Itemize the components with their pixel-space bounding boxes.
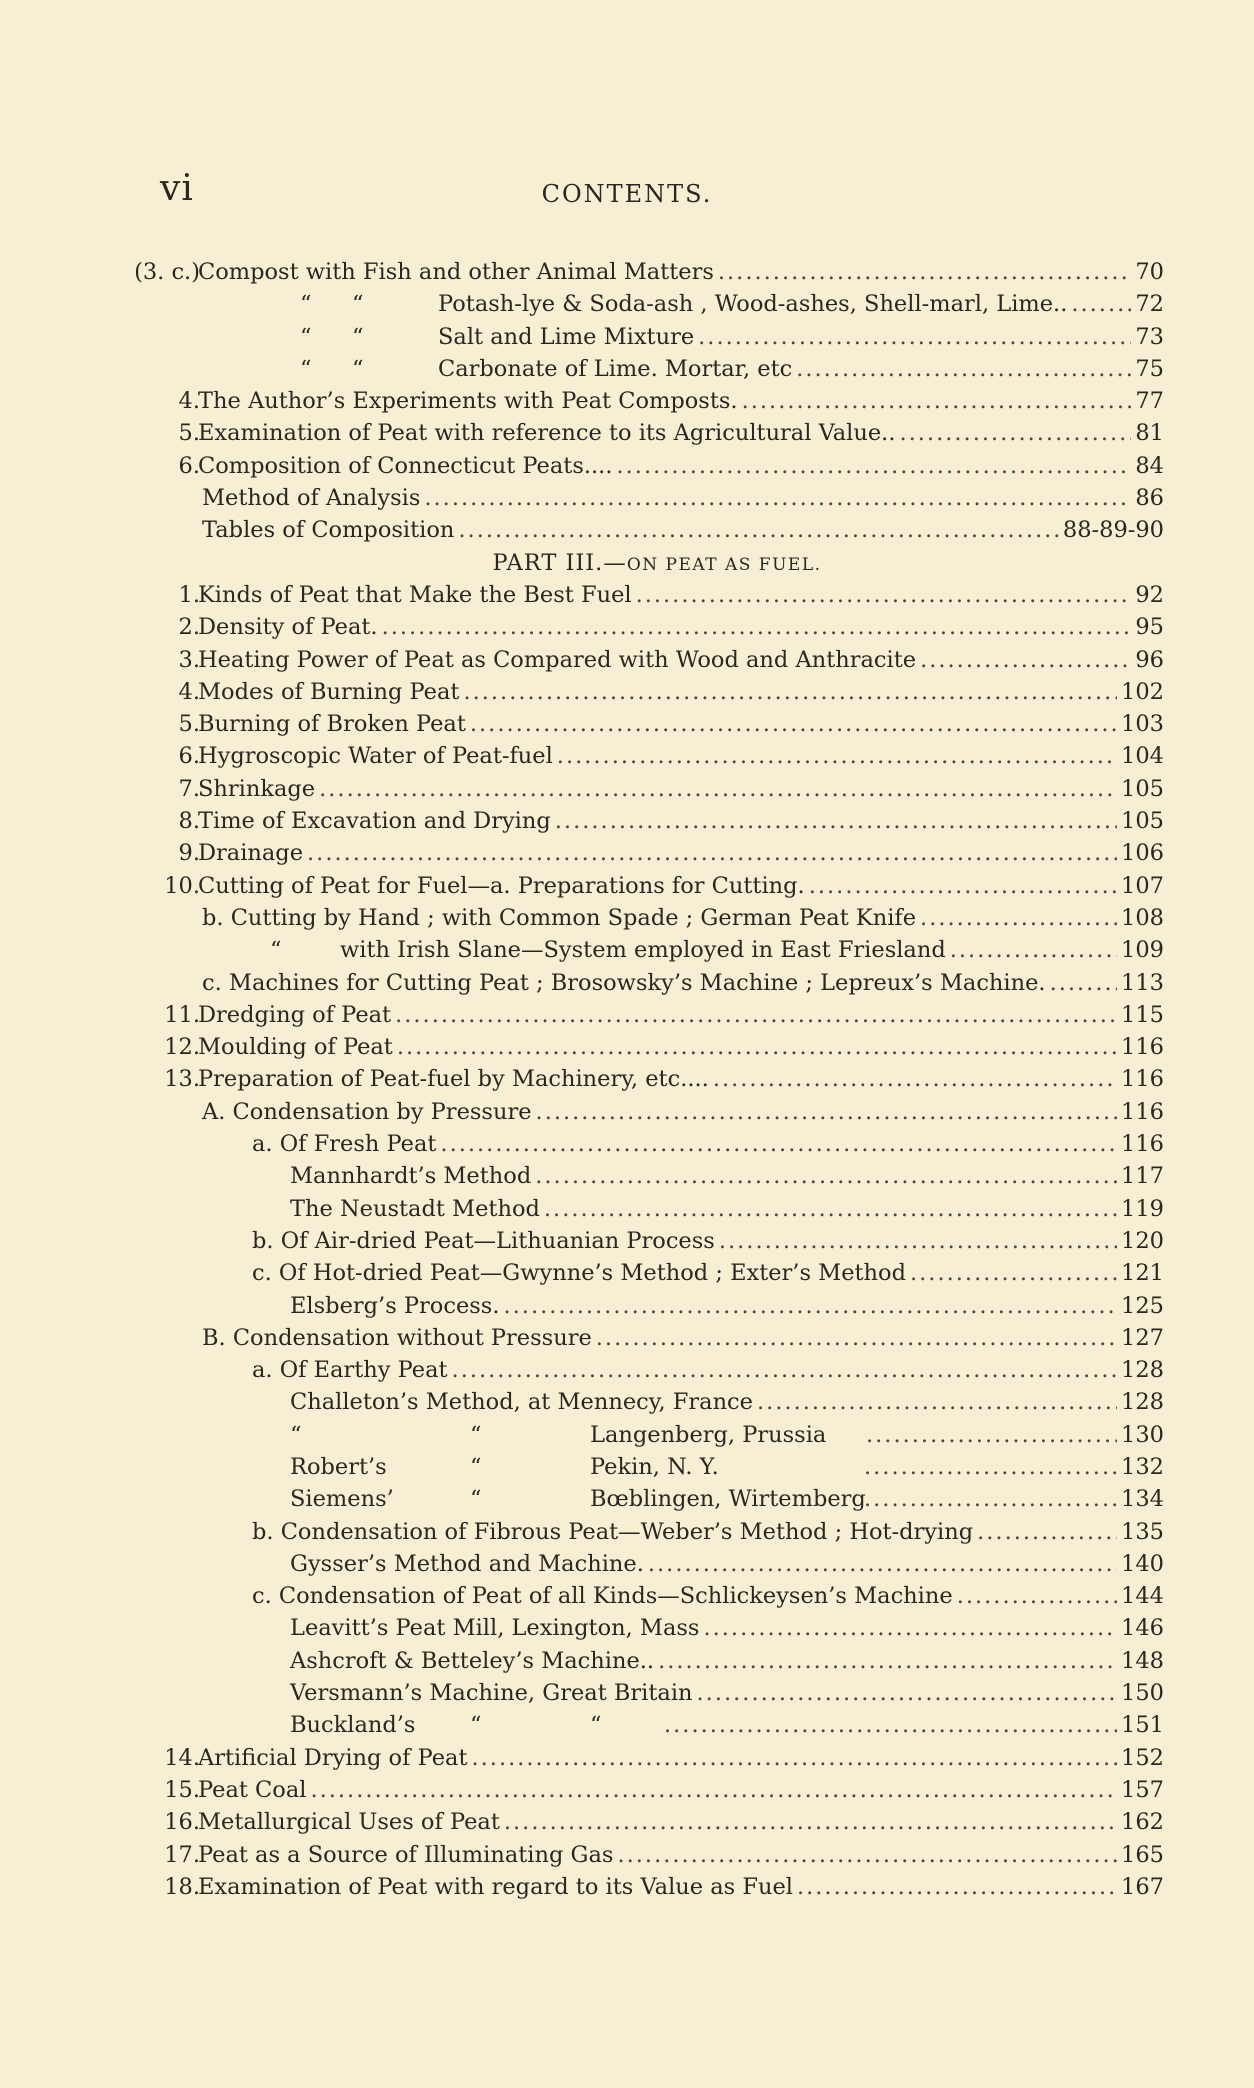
entry-page-number: 116: [1121, 1131, 1164, 1158]
entry-number: 10.: [164, 872, 200, 899]
toc-entry: [0, 870, 1254, 902]
entry-title: Preparation of Peat-fuel by Machinery, etc....: [198, 1066, 709, 1093]
entry-title: A. Condensation by Pressure: [202, 1098, 532, 1125]
dot-leader: [463, 676, 1117, 708]
toc-entry: [0, 1774, 1254, 1806]
ditto-mark: “: [300, 355, 312, 382]
entry-page-number: 167: [1121, 1873, 1164, 1900]
toc-entry: [0, 1193, 1254, 1225]
entry-row: [252, 1354, 1164, 1386]
toc-entry: [0, 256, 1254, 288]
dot-leader: [555, 805, 1117, 837]
entry-number: 3.: [178, 646, 200, 673]
dot-leader: [596, 1322, 1117, 1354]
dot-leader: [703, 1612, 1117, 1644]
entry-page-number: 119: [1121, 1195, 1164, 1222]
entry-column: “: [470, 1712, 482, 1739]
entry-title: b. Of Air-dried Peat—Lithuanian Process: [252, 1227, 715, 1254]
entry-row: [198, 1063, 1164, 1095]
entry-title: Challeton’s Method, at Mennecy, France: [290, 1389, 753, 1416]
entry-number: 2.: [178, 614, 200, 641]
toc-entry: [0, 1871, 1254, 1903]
entry-row: [202, 1096, 1164, 1128]
entry-number: 8.: [178, 808, 200, 835]
entry-number: 13.: [164, 1066, 200, 1093]
entry-page-number: 116: [1121, 1034, 1164, 1061]
entry-page-number: 125: [1121, 1292, 1164, 1319]
entry-row: [252, 1128, 1164, 1160]
entry-number: 15.: [164, 1776, 200, 1803]
dot-leader: [557, 740, 1117, 772]
entry-row: [198, 1806, 1164, 1838]
table-of-contents: [0, 256, 1254, 1903]
toc-entry: [0, 1290, 1254, 1322]
dot-leader: [866, 1419, 1117, 1451]
ditto-mark: “: [352, 291, 364, 318]
entry-row: [198, 676, 1164, 708]
entry-row: [202, 967, 1164, 999]
dot-leader: [742, 385, 1132, 417]
entry-page-number: 108: [1121, 904, 1164, 931]
entry-title: a. Of Earthy Peat: [252, 1357, 448, 1384]
entry-row: [252, 1516, 1164, 1548]
toc-entry: [0, 902, 1254, 934]
ditto-mark: “: [352, 355, 364, 382]
ditto-mark: “: [300, 291, 312, 318]
dot-leader: [535, 1160, 1117, 1192]
dot-leader: [920, 644, 1131, 676]
entry-row: [290, 1677, 1164, 1709]
dot-leader: [536, 1096, 1118, 1128]
entry-row: [290, 1386, 1164, 1418]
toc-entry: [0, 1354, 1254, 1386]
dot-leader: [910, 1257, 1117, 1289]
dot-leader: [658, 1645, 1117, 1677]
ditto-mark: “: [352, 323, 364, 350]
toc-entry: [0, 1128, 1254, 1160]
entry-column: “: [470, 1421, 482, 1448]
entry-column: Robert’s: [290, 1453, 387, 1480]
entry-page-number: 84: [1135, 452, 1164, 479]
entry-number: 17.: [164, 1841, 200, 1868]
entry-title: c. Machines for Cutting Peat ; Brosowsky’s Machine ; Lepreux’s Machine.: [202, 969, 1046, 996]
toc-entry: [0, 417, 1254, 449]
toc-entry: [0, 1742, 1254, 1774]
toc-entry: [0, 579, 1254, 611]
entry-row: [202, 902, 1164, 934]
entry-page-number: 127: [1121, 1324, 1164, 1351]
dot-leader: [1071, 288, 1131, 320]
entry-title: c. Condensation of Peat of all Kinds—Schlickeysen’s Machine: [252, 1583, 953, 1610]
page-folio: vi: [160, 168, 194, 209]
entry-number: 5.: [178, 711, 200, 738]
entry-title: a. Of Fresh Peat: [252, 1131, 437, 1158]
entry-title: Dredging of Peat: [198, 1001, 392, 1028]
entry-page-number: 113: [1121, 969, 1164, 996]
entry-page-number: 130: [1121, 1421, 1164, 1448]
toc-entry: [0, 611, 1254, 643]
toc-entry: [0, 1677, 1254, 1709]
entry-number: 7.: [178, 775, 200, 802]
entry-number: 6.: [178, 743, 200, 770]
toc-entry: [0, 1516, 1254, 1548]
entry-page-number: 116: [1121, 1098, 1164, 1125]
toc-entry: [0, 1548, 1254, 1580]
entry-title: Tables of Composition: [202, 517, 455, 544]
dot-leader: [397, 1031, 1117, 1063]
entry-row: [290, 1193, 1164, 1225]
entry-row: [252, 1225, 1164, 1257]
ditto-mark: “: [300, 323, 312, 350]
entry-row: [198, 1839, 1164, 1871]
entry-row: [438, 353, 1164, 385]
entry-title: The Neustadt Method: [290, 1195, 540, 1222]
toc-entry: [0, 805, 1254, 837]
entry-title: with Irish Slane—System employed in East Friesland: [340, 937, 946, 964]
toc-entry: [0, 1386, 1254, 1418]
entry-row: [252, 1580, 1164, 1612]
entry-title: Drainage: [198, 840, 304, 867]
toc-entry: [0, 773, 1254, 805]
dot-leader: [796, 353, 1131, 385]
toc-entry: [0, 934, 1254, 966]
entry-row: [198, 256, 1164, 288]
dot-leader: [697, 1677, 1118, 1709]
entry-row: [198, 708, 1164, 740]
entry-title: Examination of Peat with regard to its Value as Fuel: [198, 1873, 793, 1900]
toc-entry: [0, 1483, 1254, 1515]
entry-number: (3. c.): [134, 259, 200, 285]
entry-row: [202, 514, 1164, 546]
toc-entry: [0, 1063, 1254, 1095]
entry-title: Heating Power of Peat as Compared with Wood and Anthracite: [198, 646, 917, 673]
entry-title: Gysser’s Method and Machine.: [290, 1550, 644, 1577]
part-title: ON PEAT AS FUEL.: [626, 554, 822, 575]
toc-entry: [0, 1839, 1254, 1871]
part-label: PART III.—: [492, 549, 627, 576]
entry-row: [438, 321, 1164, 353]
entry-column: “: [470, 1486, 482, 1513]
entry-column: “: [290, 1421, 302, 1448]
entry-page-number: 107: [1121, 872, 1164, 899]
entry-title: b. Condensation of Fibrous Peat—Weber’s Method ; Hot-drying: [252, 1518, 974, 1545]
entry-title: Elsberg’s Process.: [290, 1292, 500, 1319]
entry-page-number: 105: [1121, 808, 1164, 835]
dot-leader: [504, 1806, 1117, 1838]
toc-entry: [0, 450, 1254, 482]
entry-row: [198, 999, 1164, 1031]
entry-number: 4.: [178, 678, 200, 705]
entry-title: Ashcroft & Betteley’s Machine..: [290, 1647, 655, 1674]
entry-page-number: 135: [1121, 1518, 1164, 1545]
entry-number: 14.: [164, 1744, 200, 1771]
entry-page-number: 88-89-90: [1062, 517, 1164, 544]
entry-number: 12.: [164, 1034, 200, 1061]
entry-title: Method of Analysis: [202, 485, 421, 512]
dot-leader: [757, 1386, 1117, 1418]
part-heading: [0, 547, 1254, 579]
toc-entry: [0, 676, 1254, 708]
entry-title: Artificial Drying of Peat: [198, 1744, 468, 1771]
entry-page-number: 95: [1135, 614, 1164, 641]
toc-entry: [0, 837, 1254, 869]
entry-title: Potash-lye & Soda-ash , Wood-ashes, Shell-marl, Lime..: [438, 291, 1068, 318]
entry-column: Langenberg, Prussia: [590, 1421, 827, 1448]
dot-leader: [504, 1290, 1118, 1322]
entry-title: Density of Peat.: [198, 614, 378, 641]
entry-page-number: 132: [1121, 1453, 1164, 1480]
entry-row: [198, 1742, 1164, 1774]
entry-row: [198, 450, 1164, 482]
entry-title: Salt and Lime Mixture: [438, 323, 695, 350]
entry-column: Buckland’s: [290, 1712, 416, 1739]
toc-entry: [0, 1580, 1254, 1612]
toc-entry: [0, 1612, 1254, 1644]
entry-row: [290, 1290, 1164, 1322]
entry-page-number: 116: [1121, 1066, 1164, 1093]
entry-title: Burning of Broken Peat: [198, 711, 466, 738]
entry-number: 16.: [164, 1809, 200, 1836]
dot-leader: [544, 1193, 1117, 1225]
entry-page-number: 104: [1121, 743, 1164, 770]
entry-page-number: 151: [1121, 1712, 1164, 1739]
toc-entry: [0, 708, 1254, 740]
dot-leader: [470, 708, 1117, 740]
entry-number: 9.: [178, 840, 200, 867]
entry-page-number: 73: [1135, 323, 1164, 350]
entry-row: [198, 579, 1164, 611]
toc-entry: [0, 288, 1254, 320]
entry-number: 11.: [164, 1001, 200, 1028]
dot-leader: [977, 1516, 1117, 1548]
entry-row: [198, 773, 1164, 805]
dot-leader: [698, 321, 1131, 353]
entry-row: [202, 1322, 1164, 1354]
entry-page-number: 109: [1121, 937, 1164, 964]
entry-row: [290, 1645, 1164, 1677]
entry-number: 4.: [178, 388, 200, 415]
toc-entry: [0, 740, 1254, 772]
entry-title: Mannhardt’s Method: [290, 1163, 532, 1190]
entry-row: [198, 837, 1164, 869]
dot-leader: [395, 999, 1117, 1031]
dot-leader: [319, 773, 1117, 805]
dot-leader: [719, 1225, 1117, 1257]
entry-row: [438, 288, 1164, 320]
toc-entry: [0, 1806, 1254, 1838]
entry-title: B. Condensation without Pressure: [202, 1324, 592, 1351]
entry-page-number: 148: [1121, 1647, 1164, 1674]
entry-title: b. Cutting by Hand ; with Common Spade ; German Peat Knife: [202, 904, 917, 931]
toc-entry: [0, 644, 1254, 676]
dot-leader: [648, 1548, 1117, 1580]
entry-title: Examination of Peat with reference to its Agricultural Value..: [198, 420, 896, 447]
toc-entry: [0, 1257, 1254, 1289]
entry-page-number: 102: [1121, 678, 1164, 705]
entry-page-number: 134: [1121, 1486, 1164, 1513]
entry-row: [198, 1871, 1164, 1903]
dot-leader: [864, 1483, 1117, 1515]
toc-entry: [0, 1225, 1254, 1257]
entry-column: Bœblingen, Wirtemberg: [590, 1486, 866, 1513]
dot-leader: [713, 1063, 1117, 1095]
toc-entry: [0, 999, 1254, 1031]
entry-row: [202, 482, 1164, 514]
entry-page-number: 96: [1135, 646, 1164, 673]
entry-title: Time of Excavation and Drying: [198, 808, 551, 835]
dot-leader: [617, 1839, 1117, 1871]
entry-row: [290, 1612, 1164, 1644]
entry-page-number: 146: [1121, 1615, 1164, 1642]
entry-row: [862, 1419, 1164, 1451]
dot-leader: [718, 256, 1131, 288]
entry-page-number: 120: [1121, 1227, 1164, 1254]
entry-page-number: 140: [1121, 1550, 1164, 1577]
entry-page-number: 162: [1121, 1809, 1164, 1836]
entry-row: [290, 1548, 1164, 1580]
entry-page-number: 81: [1135, 420, 1164, 447]
toc-entry: [0, 1709, 1254, 1741]
entry-title: Carbonate of Lime. Mortar, etc: [438, 355, 793, 382]
entry-title: Leavitt’s Peat Mill, Lexington, Mass: [290, 1615, 700, 1642]
entry-page-number: 157: [1121, 1776, 1164, 1803]
running-head: CONTENTS.: [541, 180, 713, 208]
entry-page-number: 128: [1121, 1389, 1164, 1416]
entry-title: Peat as a Source of Illuminating Gas: [198, 1841, 614, 1868]
toc-entry: [0, 482, 1254, 514]
entry-page-number: 121: [1121, 1260, 1164, 1287]
dot-leader: [957, 1580, 1117, 1612]
dot-leader: [797, 1871, 1117, 1903]
entry-page-number: 86: [1135, 485, 1164, 512]
dot-leader: [440, 1128, 1117, 1160]
entry-row: [198, 644, 1164, 676]
entry-row: [198, 1031, 1164, 1063]
toc-entry: [0, 514, 1254, 546]
entry-page-number: 128: [1121, 1357, 1164, 1384]
entry-page-number: 144: [1121, 1583, 1164, 1610]
dot-leader: [452, 1354, 1118, 1386]
entry-column: “: [470, 1453, 482, 1480]
entry-row: [198, 385, 1164, 417]
entry-page-number: 75: [1135, 355, 1164, 382]
entry-row: [660, 1709, 1164, 1741]
toc-section-part3: [0, 579, 1254, 1903]
dot-leader: [899, 417, 1131, 449]
dot-leader: [616, 450, 1131, 482]
entry-row: [198, 740, 1164, 772]
entry-page-number: 150: [1121, 1680, 1164, 1707]
toc-entry: [0, 321, 1254, 353]
entry-title: Peat Coal: [198, 1776, 307, 1803]
entry-row: [198, 805, 1164, 837]
dot-leader: [1050, 967, 1117, 999]
entry-number: 1.: [178, 581, 200, 608]
entry-title: Composition of Connecticut Peats....: [198, 452, 613, 479]
entry-title: Kinds of Peat that Make the Best Fuel: [198, 581, 632, 608]
entry-title: The Author’s Experiments with Peat Composts.: [198, 388, 738, 415]
entry-page-number: 115: [1121, 1001, 1164, 1028]
ditto-mark: “: [270, 937, 282, 964]
entry-page-number: 70: [1135, 259, 1164, 285]
dot-leader: [864, 1451, 1117, 1483]
entry-row: [198, 870, 1164, 902]
entry-title: Cutting of Peat for Fuel—a. Preparations for Cutting.: [198, 872, 805, 899]
entry-row: [860, 1483, 1164, 1515]
dot-leader: [310, 1774, 1117, 1806]
toc-entry: [0, 1322, 1254, 1354]
entry-row: [198, 611, 1164, 643]
entry-title: Modes of Burning Peat: [198, 678, 460, 705]
entry-page-number: 105: [1121, 775, 1164, 802]
dot-leader: [307, 837, 1117, 869]
entry-title: Metallurgical Uses of Peat: [198, 1809, 500, 1836]
entry-number: 5.: [178, 420, 200, 447]
toc-entry: [0, 967, 1254, 999]
dot-leader: [382, 611, 1132, 643]
dot-leader: [950, 934, 1117, 966]
entry-page-number: 165: [1121, 1841, 1164, 1868]
dot-leader: [636, 579, 1132, 611]
entry-title: Moulding of Peat: [198, 1034, 393, 1061]
entry-page-number: 77: [1135, 388, 1164, 415]
entry-row: [198, 1774, 1164, 1806]
entry-title: Versmann’s Machine, Great Britain: [290, 1680, 693, 1707]
entry-number: 18.: [164, 1873, 200, 1900]
entry-column: Siemens’: [290, 1486, 394, 1513]
entry-column: “: [590, 1712, 602, 1739]
entry-page-number: 106: [1121, 840, 1164, 867]
entry-number: 6.: [178, 452, 200, 479]
entry-page-number: 72: [1135, 291, 1164, 318]
entry-title: Compost with Fish and other Animal Matters: [198, 259, 714, 285]
entry-page-number: 92: [1135, 581, 1164, 608]
toc-entry: [0, 1096, 1254, 1128]
entry-row: [860, 1451, 1164, 1483]
entry-column: Pekin, N. Y.: [590, 1453, 719, 1480]
toc-entry: [0, 353, 1254, 385]
entry-title: c. Of Hot-dried Peat—Gwynne’s Method ; Exter’s Method: [252, 1260, 906, 1287]
entry-row: [198, 417, 1164, 449]
entry-page-number: 152: [1121, 1744, 1164, 1771]
entry-page-number: 117: [1121, 1163, 1164, 1190]
toc-entry: [0, 1419, 1254, 1451]
entry-row: [252, 1257, 1164, 1289]
toc-entry: [0, 385, 1254, 417]
dot-leader: [664, 1709, 1117, 1741]
toc-entry: [0, 1031, 1254, 1063]
dot-leader: [424, 482, 1131, 514]
toc-entry: [0, 1645, 1254, 1677]
entry-row: [340, 934, 1164, 966]
toc-section-part2-continued: [0, 256, 1254, 547]
dot-leader: [471, 1742, 1117, 1774]
entry-title: Hygroscopic Water of Peat-fuel: [198, 743, 553, 770]
entry-title: Shrinkage: [198, 775, 316, 802]
toc-entry: [0, 1451, 1254, 1483]
dot-leader: [920, 902, 1117, 934]
dot-leader: [809, 870, 1117, 902]
toc-entry: [0, 1160, 1254, 1192]
dot-leader: [458, 514, 1059, 546]
entry-row: [290, 1160, 1164, 1192]
entry-page-number: 103: [1121, 711, 1164, 738]
